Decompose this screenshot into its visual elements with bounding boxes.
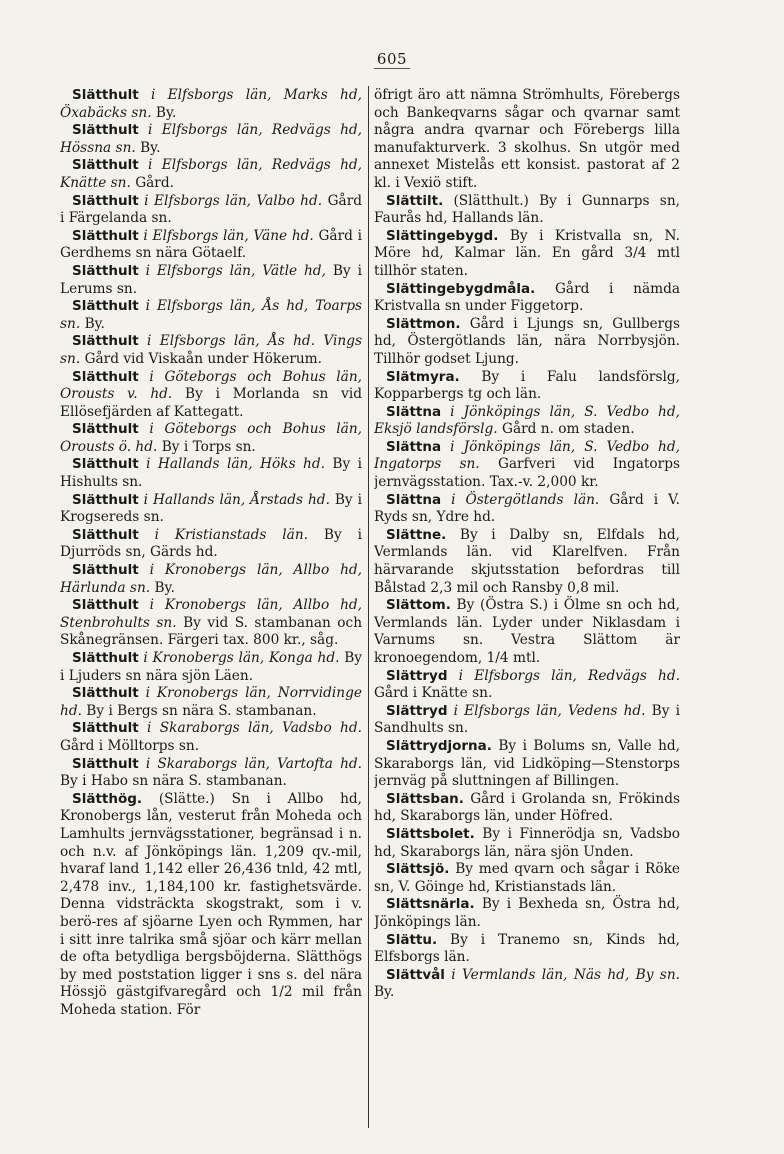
entry-headword: Slättne.: [386, 526, 447, 543]
dictionary-entry: [60, 527, 362, 562]
entry-text: (Slätte.) Sn i Allbo hd, Kronobergs lån, vesterut från Moheda och Lamhults jernvägsstationer, begränsad i n. och n.v. af Jönköpings län. 1,209 qv.-mil, hvaraf land 1,142 eller 26,436 tnld, 42 mtl, 2,478 inv., 1,184,100 kr. fastighetsvärde. Denna vidsträckta skogstrakt, som i v. berö-res af sjöarne Lyen och Rymmen, har i sitt inre talrika små sjöar och kärr mellan de ofta betydliga bergsböjderna. Slätthögs by med poststation ligger i sns s. del nära Hössjö gästgifvaregård och 1/2 mil från Moheda station. För: [60, 790, 362, 1018]
entry-text: By i Krogsereds sn.: [60, 491, 362, 526]
entry-location: i Skaraborgs län, Vartofta hd.: [145, 755, 362, 772]
entry-text: Gård vid Viskaån under Hökerum.: [84, 350, 323, 367]
entry-text: By i Hishults sn.: [60, 456, 362, 491]
entry-text: By i Bexheda sn, Östra hd, Jönköpings län.: [374, 896, 680, 930]
dictionary-entry: [374, 228, 680, 281]
entry-headword: Slättrydjorna.: [386, 737, 492, 754]
entry-text: By i Finnerödja sn, Vadsbo hd, Skaraborgs län, nära sjön Unden.: [374, 825, 680, 860]
dictionary-entry: [60, 685, 362, 720]
dictionary-entry: [60, 720, 362, 755]
dictionary-entry: [60, 333, 362, 368]
entry-headword: Slätthult: [72, 87, 139, 103]
entry-location: i Göteborgs och Bohus län, Orousts ö. hd.: [60, 421, 362, 455]
entry-headword: Slättvål: [386, 966, 445, 983]
entry-location: i Elfsborgs län, Marks hd, Öxabäcks sn.: [60, 87, 362, 121]
dictionary-entry: [374, 791, 680, 826]
dictionary-entry: [60, 157, 362, 192]
entry-headword: Slätthult: [72, 755, 139, 772]
entry-text: Gård i nämda Kristvalla sn under Figgetorp.: [374, 280, 680, 315]
dictionary-entry: [374, 193, 680, 228]
entry-location: i Jönköpings län, S. Vedbo hd, Eksjö landsförslg.: [374, 403, 680, 438]
dictionary-entry: [374, 896, 680, 931]
entry-text: Gård n. om staden.: [502, 421, 635, 438]
entry-headword: Slätmyra.: [386, 368, 460, 385]
entry-text: By i Sandhults sn.: [374, 702, 680, 737]
entry-headword: Slätthult: [72, 491, 139, 508]
entry-location: i Hallands län, Årstads hd.: [143, 491, 330, 508]
dictionary-entry: [374, 527, 680, 597]
entry-headword: Slätthult: [72, 597, 139, 614]
entry-headword: Slättsnärla.: [386, 896, 475, 913]
entry-text: By i Falu landsförslg, Kopparbergs tg och län.: [374, 368, 680, 403]
entry-location: i Jönköpings län, S. Vedbo hd, Ingatorps sn.: [374, 438, 680, 473]
entry-location: i Kronobergs län, Allbo hd, Härlunda sn.: [60, 562, 362, 596]
entry-text: By i Torps sn.: [161, 438, 256, 455]
dictionary-entry: [60, 298, 362, 333]
entry-text: By i Morlanda sn vid Ellösefjärden af Kattegatt.: [60, 386, 362, 420]
entry-headword: Slättryd: [386, 702, 448, 719]
dictionary-entry: [374, 826, 680, 861]
dictionary-entry: [374, 703, 680, 738]
dictionary-entry: [374, 597, 680, 667]
dictionary-entry: [60, 87, 362, 122]
entry-location: i Skaraborgs län, Vadsbo hd.: [147, 720, 362, 737]
entry-location: i Kronobergs län, Konga hd.: [143, 650, 340, 666]
dictionary-entry: [60, 562, 362, 597]
entry-text: By i Kristvalla sn, N. Möre hd, Kalmar län. En gård 3/4 mtl tillhör staten.: [374, 227, 680, 279]
entry-location: i Kristianstads län.: [154, 526, 308, 543]
entry-location: i Kronobergs län, Norrvidinge hd.: [60, 685, 362, 719]
entry-text: By i Lerums sn.: [60, 262, 362, 297]
entry-headword: Slätthult: [72, 421, 139, 438]
dictionary-entry: [60, 650, 362, 685]
entry-headword: Slätthult: [72, 650, 139, 666]
entry-location: i Elfsborgs län, Vedens hd.: [453, 702, 646, 719]
entry-headword: Slätthult: [72, 526, 139, 543]
dictionary-entry: [374, 932, 680, 967]
entry-text: By.: [84, 315, 105, 332]
entry-headword: Slätthult: [72, 562, 139, 579]
entry-location: i Elfsborgs län, Väne hd.: [143, 227, 314, 244]
entry-text: Gård i Knätte sn.: [374, 685, 493, 702]
entry-text: Garfveri vid Ingatorps jernvägsstation. Tax.-v. 2,000 kr.: [374, 456, 680, 491]
entry-text: Gård i Ljungs sn, Gullbergs hd, Östergötlands län, nära Norrbysjön. Tillhör godset Ljung.: [374, 315, 680, 367]
column-divider: [368, 86, 369, 1128]
entry-text: öfrigt äro att nämna Strömhults, Förebergs och Bankeqvarns sågar och qvarnar samt några andra qvarnar och Förebergs lilla manufakturverk. 3 skolhus. Sn utgör med annexet Mistelås ett konsist. pastorat af 2 kl. i Vexiö stift.: [374, 87, 680, 191]
entry-headword: Slättu.: [386, 931, 438, 948]
entry-location: i Elfsborgs län, Ås hd, Toarps sn.: [60, 298, 362, 332]
dictionary-entry: [374, 369, 680, 404]
entry-headword: Slätthult: [72, 456, 139, 473]
entry-headword: Slätthult: [72, 157, 139, 174]
entry-text: By i Habo sn nära S. stambanan.: [60, 773, 287, 790]
entry-text: By i Dalby sn, Elfdals hd, Vermlands län. vid Klarelfven. Från härvarande skjutsstation befordras till Bålstad 2,3 mil och Ransby 0,8 mil.: [374, 526, 680, 596]
entry-location: i Kronobergs län, Allbo hd, Stenbrohults sn.: [60, 597, 362, 631]
entry-text: By i Bergs sn nära S. stambanan.: [86, 702, 317, 719]
entry-headword: Slättsbolet.: [386, 825, 475, 842]
page-number: [0, 50, 784, 68]
entry-location: i Vermlands län, Näs hd, By sn.: [451, 966, 680, 983]
entry-location: i Elfsborgs län, Redvägs hd.: [458, 667, 680, 684]
entry-text: By.: [154, 579, 175, 596]
entry-headword: Slättna: [386, 403, 442, 420]
entry-headword: Slättna: [386, 491, 442, 508]
entry-text: Gård i Gerdhems sn nära Götaelf.: [60, 227, 362, 262]
entry-headword: Slättsjö.: [386, 861, 450, 878]
right-column: [374, 87, 680, 1142]
entry-headword: Slättingebygdmåla.: [386, 280, 536, 297]
dictionary-entry: [374, 281, 680, 316]
entry-text: By i Djurröds sn, Gärds hd.: [60, 526, 362, 561]
dictionary-entry: [374, 967, 680, 1002]
entry-text: Gård i Mölltorps sn.: [60, 737, 200, 754]
entry-text: Gård i V. Ryds sn, Ydre hd.: [374, 491, 680, 526]
entry-text: By vid S. stambanan och Skånegränsen. Färgeri tax. 800 kr., såg.: [60, 614, 362, 649]
entry-text: Gård i Grolanda sn, Frökinds hd, Skaraborgs län, under Höfred.: [374, 790, 680, 825]
dictionary-entry: [60, 421, 362, 456]
entry-text: Gård.: [135, 174, 174, 191]
entry-text: By i Tranemo sn, Kinds hd, Elfsborgs län.: [374, 931, 680, 966]
entry-headword: Slättilt.: [386, 192, 444, 209]
dictionary-entry: [374, 316, 680, 369]
entry-headword: Slättryd: [386, 667, 448, 684]
entry-headword: Slätthult: [72, 192, 139, 209]
dictionary-entry: [60, 492, 362, 527]
entry-headword: Slätthult: [72, 298, 139, 315]
entry-headword: Slätthult: [72, 262, 139, 279]
entry-headword: Slätthult: [72, 368, 139, 385]
entry-headword: Slättom.: [386, 597, 451, 614]
entry-text: By.: [374, 984, 395, 1001]
dictionary-entry: [374, 87, 680, 193]
page-number-text: 605: [374, 50, 410, 69]
entry-headword: Slätthult: [72, 333, 139, 350]
left-column: [60, 87, 362, 1142]
entry-headword: Slätthult: [72, 227, 139, 244]
entry-headword: Slätthult: [72, 685, 139, 702]
entry-headword: Slättingebygd.: [386, 227, 499, 244]
entry-location: i Elfsborgs län, Valbo hd.: [144, 192, 323, 209]
entry-location: i Elfsborgs län, Vätle hd,: [145, 262, 326, 279]
dictionary-entry: [60, 597, 362, 650]
dictionary-entry: [60, 122, 362, 157]
entry-location: i Östergötlands län.: [451, 491, 600, 508]
entry-text: By i Ljuders sn nära sjön Läen.: [60, 650, 362, 684]
entry-text: By (Östra S.) i Ölme sn och hd, Vermlands län. Lyder under Niklasdam i Varnums sn. Vestra Slättom är kronoegendom, 1/4 mtl.: [374, 597, 680, 666]
entry-text: By.: [140, 139, 161, 156]
dictionary-entry: [374, 404, 680, 439]
entry-text: By med qvarn och sågar i Röke sn, V. Göinge hd, Kristianstads län.: [374, 861, 680, 895]
entry-location: i Göteborgs och Bohus län, Orousts v. hd.: [60, 368, 362, 403]
dictionary-entry: [60, 193, 362, 228]
entry-location: i Elfsborgs län, Redvägs hd, Knätte sn.: [60, 157, 362, 191]
entry-headword: Slättsban.: [386, 790, 464, 807]
entry-location: i Elfsborgs län, Redvägs hd, Hössna sn.: [60, 122, 362, 156]
entry-headword: Slätthult: [72, 122, 139, 139]
dictionary-entry: [374, 439, 680, 492]
entry-location: i Hallands län, Höks hd.: [146, 456, 325, 473]
entry-text: Gård i Färgelanda sn.: [60, 192, 362, 227]
dictionary-entry: [374, 492, 680, 527]
dictionary-entry: [374, 861, 680, 896]
entry-headword: Slättna: [386, 438, 442, 455]
entry-headword: Slättmon.: [386, 315, 461, 332]
entry-headword: Slätthult: [72, 720, 139, 737]
dictionary-entry: [374, 668, 680, 703]
dictionary-entry: [60, 791, 362, 1020]
entry-headword: Slätthög.: [72, 790, 143, 807]
dictionary-entry: [60, 369, 362, 422]
dictionary-entry: [60, 263, 362, 298]
entry-location: i Elfsborgs län, Ås hd. Vings sn.: [60, 333, 362, 367]
entry-text: By i Bolums sn, Valle hd, Skaraborgs län, vid Lidköping—Stenstorps jernväg på sluttningen af Billingen.: [374, 737, 680, 790]
dictionary-entry: [60, 456, 362, 491]
dictionary-entry: [60, 756, 362, 791]
dictionary-entry: [60, 228, 362, 263]
entry-text: By.: [155, 104, 177, 121]
entry-text: (Slätthult.) By i Gunnarps sn, Faurås hd, Hallands län.: [374, 192, 680, 227]
dictionary-entry: [374, 738, 680, 791]
